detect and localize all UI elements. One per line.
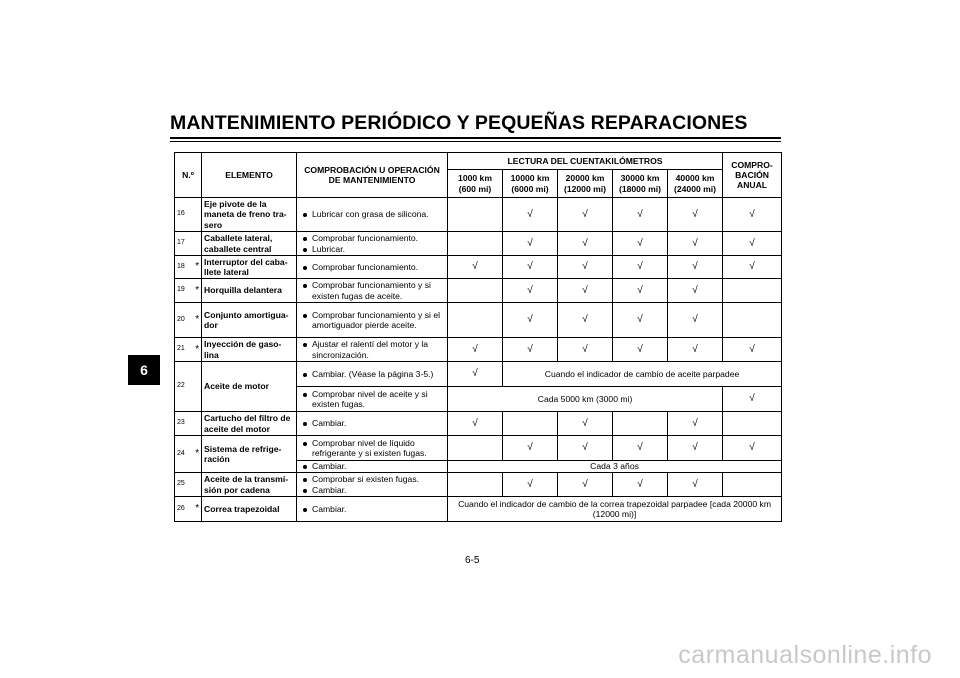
check-cell-empty	[503, 412, 558, 436]
check-cell-empty	[448, 436, 503, 461]
table-row	[175, 473, 782, 497]
chapter-tab: 6	[128, 355, 160, 385]
item-number: 26	[175, 497, 194, 522]
table-row	[175, 412, 782, 436]
interval-note: Cada 3 años	[448, 461, 782, 473]
maintenance-table	[174, 152, 782, 522]
operation-bullet: Comprobar nivel de aceite y si existen fugas.	[301, 389, 445, 410]
item-element: Aceite de la transmi-sión por cadena	[202, 473, 297, 497]
item-star: *	[194, 338, 202, 362]
check-mark: √	[668, 198, 723, 232]
table-row	[175, 362, 782, 387]
header-annual: COMPRO-BACIÓN ANUAL	[723, 153, 782, 198]
table-row	[175, 338, 782, 362]
item-operation	[297, 473, 448, 497]
check-mark: √	[503, 338, 558, 362]
item-operation	[297, 279, 448, 303]
item-element: Eje pivote de la maneta de freno tra-sero	[202, 198, 297, 232]
table-row	[175, 198, 782, 232]
item-element: Aceite de motor	[202, 362, 297, 412]
check-mark: √	[503, 303, 558, 338]
check-mark: √	[613, 279, 668, 303]
check-mark: √	[558, 198, 613, 232]
operation-bullet: Cambiar.	[301, 418, 445, 428]
item-star: *	[194, 497, 202, 522]
table-row	[175, 303, 782, 338]
check-mark: √	[558, 473, 613, 497]
header-km-40000: 40000 km (24000 mi)	[668, 170, 723, 198]
check-mark: √	[503, 256, 558, 279]
item-number: 16	[175, 198, 194, 232]
item-element: Conjunto amortigua-dor	[202, 303, 297, 338]
item-number: 23	[175, 412, 194, 436]
item-star	[194, 473, 202, 497]
header-n: N.º	[175, 153, 202, 198]
header-km-10000: 10000 km (6000 mi)	[503, 170, 558, 198]
check-mark: √	[668, 338, 723, 362]
interval-note: Cuando el indicador de cambio de aceite parpadee	[503, 362, 782, 387]
operation-bullet: Comprobar si existen fugas.	[301, 474, 445, 484]
check-mark: √	[723, 198, 782, 232]
check-mark: √	[503, 279, 558, 303]
check-mark: √	[723, 232, 782, 256]
operation-bullet: Lubricar con grasa de silicona.	[301, 209, 445, 219]
item-number: 21	[175, 338, 194, 362]
check-cell-empty	[723, 303, 782, 338]
check-mark: √	[723, 387, 782, 412]
table-row	[175, 436, 782, 461]
operation-bullet: Comprobar funcionamiento y si existen fugas de aceite.	[301, 280, 445, 301]
check-cell-empty	[723, 473, 782, 497]
item-element: Correa trapezoidal	[202, 497, 297, 522]
check-cell-empty	[448, 303, 503, 338]
item-number: 20	[175, 303, 194, 338]
check-cell-empty	[723, 412, 782, 436]
check-cell-empty	[613, 412, 668, 436]
item-number: 18	[175, 256, 194, 279]
check-mark: √	[558, 303, 613, 338]
check-mark: √	[668, 232, 723, 256]
check-mark: √	[503, 436, 558, 461]
table-row	[175, 232, 782, 256]
item-number: 22	[175, 362, 194, 412]
operation-bullet: Comprobar nivel de líquido refrigerante y si existen fugas.	[301, 438, 445, 459]
item-element: Caballete lateral, caballete central	[202, 232, 297, 256]
item-star	[194, 412, 202, 436]
check-cell-empty	[723, 279, 782, 303]
item-number: 24	[175, 436, 194, 473]
operation-bullet: Ajustar el ralentí del motor y la sincronización.	[301, 339, 445, 360]
interval-note: Cada 5000 km (3000 mi)	[448, 387, 723, 412]
item-element: Cartucho del filtro de aceite del motor	[202, 412, 297, 436]
item-element: Horquilla delantera	[202, 279, 297, 303]
check-mark: √	[613, 232, 668, 256]
item-star: *	[194, 436, 202, 473]
check-cell-empty	[448, 232, 503, 256]
item-number: 17	[175, 232, 194, 256]
check-mark: √	[558, 256, 613, 279]
check-cell-empty	[448, 473, 503, 497]
header-operation: COMPROBACIÓN U OPERACIÓN DE MANTENIMIENTO	[297, 153, 448, 198]
check-mark: √	[723, 256, 782, 279]
check-mark: √	[503, 232, 558, 256]
item-operation	[297, 198, 448, 232]
title-rule	[170, 137, 781, 139]
item-star	[194, 198, 202, 232]
check-mark: √	[668, 436, 723, 461]
item-operation	[297, 387, 448, 412]
header-km-30000: 30000 km (18000 mi)	[613, 170, 668, 198]
check-mark: √	[558, 279, 613, 303]
check-mark: √	[668, 473, 723, 497]
item-star	[194, 362, 202, 412]
table-row	[175, 497, 782, 522]
check-mark: √	[668, 303, 723, 338]
item-operation	[297, 232, 448, 256]
item-element: Sistema de refrige-ración	[202, 436, 297, 473]
operation-bullet: Lubricar.	[301, 244, 445, 254]
check-cell-empty	[448, 198, 503, 232]
check-mark: √	[613, 198, 668, 232]
item-operation	[297, 303, 448, 338]
operation-bullet: Cambiar. (Véase la página 3-5.)	[301, 369, 445, 379]
header-odometer: LECTURA DEL CUENTAKILÓMETROS	[448, 153, 723, 170]
header-km-1000: 1000 km (600 mi)	[448, 170, 503, 198]
operation-bullet: Comprobar funcionamiento y si el amortiguador pierde aceite.	[301, 310, 445, 331]
watermark: carmanualsonline.info	[678, 641, 932, 669]
check-mark: √	[668, 256, 723, 279]
check-mark: √	[558, 232, 613, 256]
check-mark: √	[613, 303, 668, 338]
check-mark: √	[723, 338, 782, 362]
item-operation	[297, 497, 448, 522]
item-star: *	[194, 303, 202, 338]
check-mark: √	[668, 412, 723, 436]
item-operation	[297, 461, 448, 473]
check-mark: √	[448, 338, 503, 362]
check-mark: √	[448, 256, 503, 279]
check-mark: √	[558, 412, 613, 436]
item-number: 25	[175, 473, 194, 497]
check-cell-empty	[448, 279, 503, 303]
header-element: ELEMENTO	[202, 153, 297, 198]
check-mark: √	[668, 279, 723, 303]
operation-bullet: Cambiar.	[301, 461, 445, 471]
item-operation	[297, 412, 448, 436]
item-operation	[297, 256, 448, 279]
check-mark: √	[448, 412, 503, 436]
title-rule-thin	[170, 141, 781, 142]
item-star: *	[194, 256, 202, 279]
item-element: Inyección de gaso-lina	[202, 338, 297, 362]
operation-bullet: Comprobar funcionamiento.	[301, 262, 445, 272]
item-number: 19	[175, 279, 194, 303]
item-element: Interruptor del caba-llete lateral	[202, 256, 297, 279]
item-operation	[297, 338, 448, 362]
header-km-20000: 20000 km (12000 mi)	[558, 170, 613, 198]
check-mark: √	[503, 198, 558, 232]
check-mark: √	[503, 473, 558, 497]
table-row	[175, 279, 782, 303]
table-row	[175, 256, 782, 279]
check-mark: √	[558, 338, 613, 362]
check-mark: √	[448, 362, 503, 387]
page-title: MANTENIMIENTO PERIÓDICO Y PEQUEÑAS REPARACIONES	[170, 112, 748, 134]
operation-bullet: Cambiar.	[301, 485, 445, 495]
item-star: *	[194, 279, 202, 303]
check-mark: √	[613, 473, 668, 497]
check-mark: √	[613, 256, 668, 279]
operation-bullet: Cambiar.	[301, 504, 445, 514]
item-operation	[297, 436, 448, 461]
page-number: 6-5	[465, 555, 480, 566]
check-mark: √	[723, 436, 782, 461]
operation-bullet: Comprobar funcionamiento.	[301, 233, 445, 243]
check-mark: √	[613, 338, 668, 362]
item-star	[194, 232, 202, 256]
check-mark: √	[613, 436, 668, 461]
interval-note: Cuando el indicador de cambio de la correa trapezoidal parpadee [cada 20000 km (12000 mi)]	[448, 497, 782, 522]
check-mark: √	[558, 436, 613, 461]
item-operation	[297, 362, 448, 387]
